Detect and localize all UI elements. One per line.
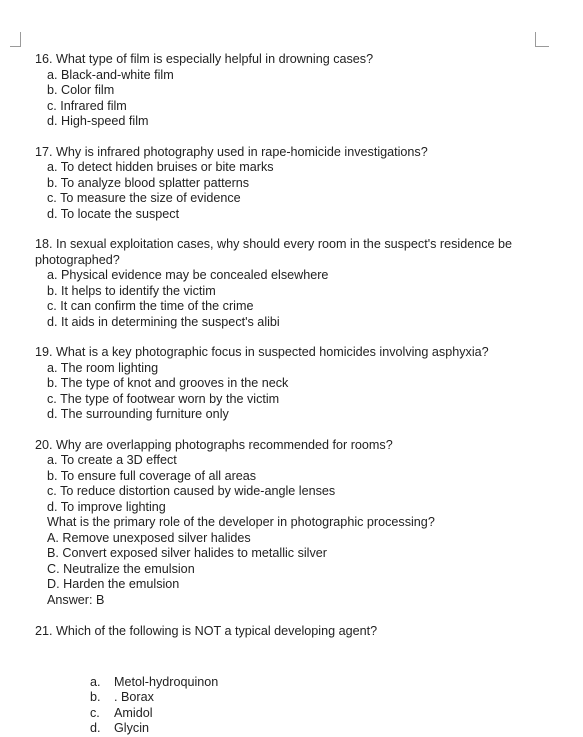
question-text: What is the primary role of the developer in photographic processing?	[47, 515, 435, 529]
option-marker: b.	[90, 690, 101, 704]
answer-option: A. Remove unexposed silver halides	[47, 530, 251, 545]
option-text: Glycin	[114, 721, 149, 735]
answer-option: c. To measure the size of evidence	[47, 191, 241, 205]
answer-option: a. To create a 3D effect	[47, 453, 177, 467]
question-16	[35, 52, 565, 130]
answer-option: D. Harden the emulsion	[47, 577, 180, 591]
page-corner-mark-left	[10, 32, 21, 47]
answer-option: d. To improve lighting	[47, 499, 166, 514]
answer-option: c. It can confirm the time of the crime	[47, 299, 254, 313]
question-text: 19. What is a key photographic focus in suspected homicides involving asphyxia?	[35, 345, 489, 359]
answer-option: c. To reduce distortion caused by wide-angle lenses	[47, 484, 336, 498]
answer-option: a. Black-and-white film	[47, 67, 174, 82]
question-18	[35, 237, 565, 330]
option-marker: c.	[90, 705, 100, 720]
answer-list	[35, 675, 565, 737]
answer-option: a. To detect hidden bruises or bite marks	[47, 160, 274, 174]
question-developer-role	[35, 515, 565, 608]
quiz-document	[35, 52, 565, 737]
answer-option: b. Color film	[47, 83, 115, 97]
answer-option: a. Physical evidence may be concealed elsewhere	[47, 268, 329, 282]
question-text: 20. Why are overlapping photographs recommended for rooms?	[35, 437, 393, 452]
question-text: 21. Which of the following is NOT a typical developing agent?	[35, 624, 378, 638]
page-corner-mark-right	[535, 32, 549, 47]
question-20	[35, 438, 565, 516]
question-text: 17. Why is infrared photography used in rape-homicide investigations?	[35, 144, 428, 159]
answer-option: C. Neutralize the emulsion	[47, 561, 195, 576]
question-21	[35, 624, 565, 737]
question-text: 16. What type of film is especially helpful in drowning cases?	[35, 52, 374, 66]
answer-option: b. To analyze blood splatter patterns	[47, 175, 250, 190]
answer-option: b. The type of knot and grooves in the neck	[47, 376, 289, 390]
answer-option: a. The room lighting	[47, 360, 159, 375]
answer-option: d. High-speed film	[47, 114, 149, 128]
answer-option: d. To locate the suspect	[47, 206, 180, 221]
option-marker: d.	[90, 721, 101, 735]
answer-option	[35, 690, 565, 706]
option-text: Amidol	[114, 705, 153, 720]
answer-option: b. To ensure full coverage of all areas	[47, 468, 257, 483]
answer-option	[35, 706, 565, 722]
answer-option	[35, 675, 565, 691]
answer-option: d. The surrounding furniture only	[47, 407, 229, 421]
question-19	[35, 345, 565, 423]
question-text: 18. In sexual exploitation cases, why should every room in the suspect's residence be photographed?	[35, 237, 513, 267]
question-17	[35, 145, 565, 223]
option-marker: a.	[90, 674, 101, 689]
answer-option: c. The type of footwear worn by the victim	[47, 391, 280, 406]
option-text: . Borax	[114, 690, 154, 704]
answer-option: c. Infrared film	[47, 98, 127, 113]
answer-key: Answer: B	[47, 592, 105, 607]
answer-option: B. Convert exposed silver halides to metallic silver	[47, 546, 327, 560]
answer-option: b. It helps to identify the victim	[47, 283, 216, 298]
answer-option: d. It aids in determining the suspect's alibi	[47, 314, 280, 329]
option-text: Metol-hydroquinon	[114, 674, 219, 689]
